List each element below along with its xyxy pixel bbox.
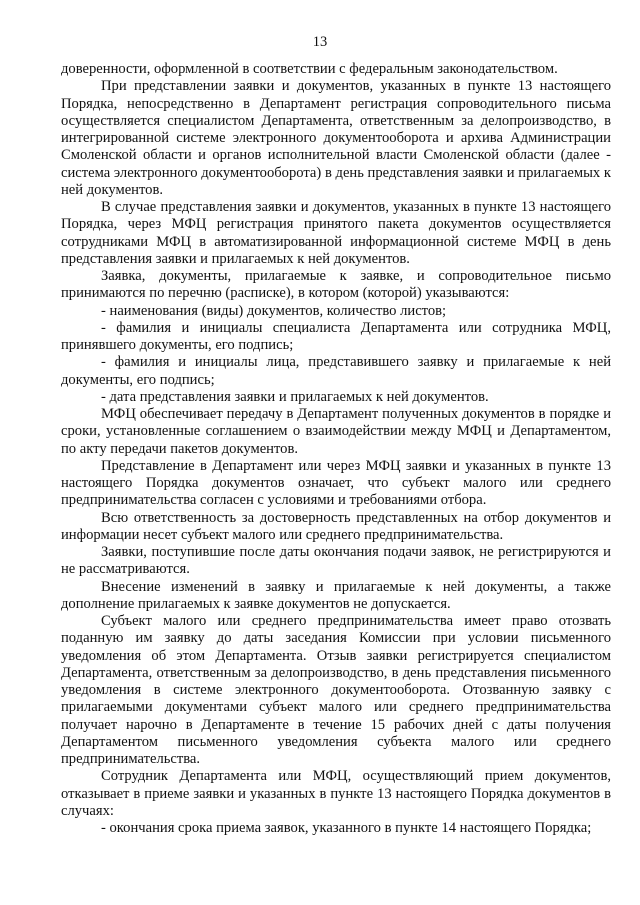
list-item: - наименования (виды) документов, количество листов; [101,302,447,319]
paragraph: МФЦ обеспечивает передачу в Департамент полученных документов в порядке и сроки, установленные соглашением о взаимодействии между МФЦ и Департаментом, по акту передачи пакетов документов. [61,406,611,457]
list-item: - фамилия и инициалы лица, представившего заявку и прилагаемые к ней документы, его подпись; [61,354,611,388]
paragraph: В случае представления заявки и документов, указанных в пункте 13 настоящего Порядка, через МФЦ регистрация принятого пакета документов осуществляется сотрудниками МФЦ в автоматизированной информационной системе МФЦ в день представления заявки и прилагаемых к ней документов. [61,199,611,267]
list-item: - окончания срока приема заявок, указанного в пункте 14 настоящего Порядка; [101,820,592,836]
list-item: - дата представления заявки и прилагаемых к ней документов. [101,388,489,405]
paragraph: Всю ответственность за достоверность представленных на отбор документов и информации несет субъект малого или среднего предпринимательства. [61,509,611,543]
paragraph: доверенности, оформленной в соответствии с федеральным законодательством. [61,61,558,77]
document-body [61,61,611,837]
paragraph: При представлении заявки и документов, указанных в пункте 13 настоящего Порядка, непосредственно в Департамент регистрация сопроводительного письма осуществляется специалистом Департамента, ответственным за делопроизводство, в интегрированной системе электронного документооборота и архива Администрации Смоленской области и органов исполнительной власти Смоленской области (далее - система электронного документооборота) в день представления заявки и прилагаемых к ней документов. [61,78,611,198]
paragraph: Внесение изменений в заявку и прилагаемые к ней документы, а также дополнение прилагаемых к заявке документов не допускается. [61,578,611,612]
paragraph: Сотрудник Департамента или МФЦ, осуществляющий прием документов, отказывает в приеме заявки и указанных в пункте 13 настоящего Порядка документов в случаях: [61,768,611,819]
list-item: - фамилия и инициалы специалиста Департамента или сотрудника МФЦ, принявшего документы, его подпись; [61,319,611,353]
paragraph: Заявки, поступившие после даты окончания подачи заявок, не регистрируются и не рассматриваются. [61,544,611,578]
paragraph: Заявка, документы, прилагаемые к заявке, и сопроводительное письмо принимаются по перечню (расписке), в котором (которой) указываются: [61,268,611,302]
page-number: 13 [312,34,328,50]
paragraph: Представление в Департамент или через МФЦ заявки и указанных в пункте 13 настоящего Порядка документов означает, что субъект малого или среднего предпринимательства согласен с условиями и требованиями отбора. [61,457,611,509]
paragraph: Субъект малого или среднего предпринимательства имеет право отозвать поданную им заявку до даты заседания Комиссии при условии письменного уведомления об этом Департамента. Отзыв заявки регистрируется специалистом Департамента, ответственным за делопроизводство, в день представления письменного уведомления в системе электронного документооборота. Отозванную заявку с прилагаемыми документами субъект малого или среднего предпринимательства получает нарочно в Департаменте в течение 15 рабочих дней с даты получения Департаментом письменного уведомления субъекта малого или среднего предпринимательства. [61,613,611,767]
